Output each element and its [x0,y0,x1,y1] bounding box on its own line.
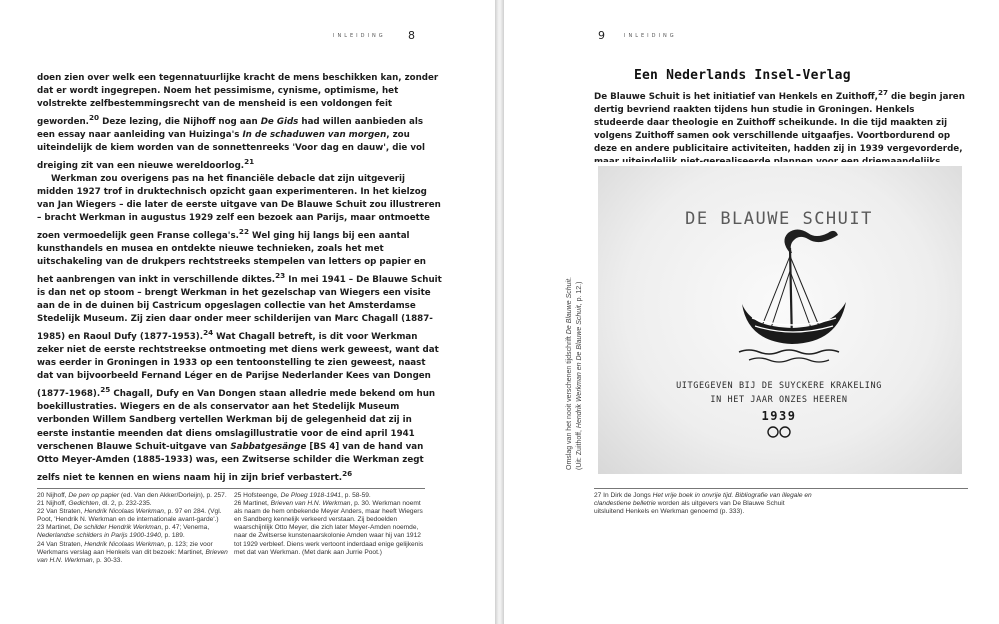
footnote-ref: 27 [877,88,889,97]
paragraph: Werkman zou overigens pas na het financiële debacle dat zijn uitgeverij midden 1927 trof in druktechnisch opzicht gaan experimenteren. In het kielzog van Jan Wiegers – die later de eerste uitgave van De Blauwe Schuit zou illustreren – bracht Werkman in augustus 1929 zelf een bezoek aan Parijs, maar ontmoette zoen vermoedelijk geen Franse collega's.$^{22}$ Wel ging hij langs bij een aantal kunsthandels en musea en ontdekte nieuwe technieken, zoals het met uitschakeling van de drukpers rechtstreeks stempelen van letters op papier en het aanbrengen van inkt in verschillende diktes.$^{23}$ In mei 1941 – De Blauwe Schuit is dan net op stoom – brengt Werkman in het gezelschap van Wiegers een visite aan de in de duinen bij Castricum opgeslagen collectie van het Amsterdamse Stedelijk Museum. Zij zien daar onder meer schilderijen van Marc Chagall (1887-1985) en Raoul Dufy (1877-1953).$^{24}$ Wat Chagall betreft, is dit voor Werkman zeker niet de eerste rechtstreekse ontmoeting met diens werk geweest, want dat was eerder in Groningen in 1933 op een tentoonstelling te zien geweest, naast dat van bijvoorbeeld Fernand Léger en de Parijse Nederlander Kees van Dongen (1877-1968).$^{25}$ Chagall, Dufy en Van Dongen staan alledrie mede bekend om hun boekillustraties. Wiegers en de als conservator aan het Stedelijk Museum verbonden Willem Sandberg vertellen Werkman bij de gelegenheid dat zij in eerste instantie meenden dat diens omslagillustratie voor de eind april 1941 verschenen Blauwe Schuit-uitgave van Sabbatgesänge [BS 4] van de hand van Otto Meyer-Amden (1885-1933) was, een Zwitserse schilder die Werkman zegt zelfs niet te kennen en wiens naam hij in zijn brief verbastert.$^{26}$ [37,174,442,483]
footnote-ref: 25 [100,385,111,395]
footnote-ref: 24 [203,328,214,338]
footnote-ref: 23 [275,271,286,281]
footnote-ref: 22 [238,227,250,237]
footnote: 20 Nijhoff, De pen op papier (ed. Van den Akker/Dorleijn), p. 257. [37,492,227,499]
footnote-divider [594,488,968,489]
cover-title: DE BLAUWE SCHUIT [685,209,873,229]
cover-photo [594,162,968,480]
footnotes-column-2 [234,492,424,557]
paragraph: doen zien over welk een tegennatuurlijke kracht de mens beschikken kan, zonder dat er wordt ingegrepen. Noem het pessimisme, cynisme, optimisme, het volstrekte zelfbestemmingsrecht van de mensheid is een voldongen feit geworden.$^{20}$ Deze lezing, die Nijhoff nog aan De Gids had willen aanbieden als een essay naar aanleiding van Huizinga's In de schaduwen van morgen, zou uiteindelijk de kiem worden van de sonnettenreeks 'Voor dag en dauw', die vol dreiging zit van een nieuwe wereldoorlog.$^{21}$ [37,73,439,172]
footnote-ref: 21 [244,157,255,167]
book-gutter [495,0,504,624]
body-text [37,72,442,485]
boat-hull-icon [742,302,846,344]
footnote-ref: 20 [89,113,100,123]
cover-illustration [614,176,944,466]
left-page [0,0,495,624]
cover-year: 1939 [761,409,797,423]
right-page [504,0,999,624]
wave-icon [749,358,829,362]
footnote: 22 Van Straten, Hendrik Nicolaas Werkman, p. 97 en 284. (Vgl. Poot, 'Hendrik N. Werkman en de internationale avant-garde'.) [37,508,222,524]
footnote: 25 Hofsteenge, De Ploeg 1918-1941, p. 58-59. [234,492,371,499]
footnote: 21 Nijhoff, Gedichten, dl. 2, p. 232-235. [37,500,152,508]
section-title: Een Nederlands Insel-Verlag [634,68,851,83]
cover-publisher-line: UITGEGEVEN BIJ DE SUYCKERE KRAKELING [676,381,882,391]
paragraph: De Blauwe Schuit is het initiatief van Henkels en Zuithoff,$^{27}$ die begin jaren dertig bevriend raakten tijdens hun studie in Groningen. Henkels studeerde daar theologie en Zuithoff scheikunde. In die tijd maakten zij volgens Zuithoff samen ook verschillende uitgaafjes. Voortbordurend op deze en andere publicitaire activiteiten, hadden zij in 1939 vergevorderde, [594,88,965,155]
body-text [594,86,966,169]
figure-caption: Omslag van het nooit verschenen tijdschrift De Blauwe Schuit. (Uit: Zuithoff, Hendrik Werkman en De Blauwe Schuit, p. 12.) [566,276,583,470]
footnote: 23 Martinet, De schilder Hendrik Werkman, p. 47; Venema, Nederlandse schilders in Parijs 1900-1940, p. 189. [37,524,210,540]
page-number: 8 [408,29,415,42]
footnote: 26 Martinet, Brieven van H.N. Werkman, p. 30. Werkman noemt als naam de hem onbekende Meyer Anders, maar heeft Wiegers en Sandberg kennelijk verkeerd verstaan. Zij bedoelden waarschijnlijk Otto Meyer, die zich later Meyer-Amden noemde, naar de Zwitserse kunstenaarskolonie Amden waar hij van 1912 tot 1929 verbleef. Diens werk vertoont inderdaad enige gelijkenis met dat van Werkman. (Met dank aan Jurrie Poot.) [234,500,424,556]
footnote-ref: 26 [342,468,353,478]
footnote: 24 Van Straten, Hendrik Nicolaas Werkman, p. 123; zie voor Werkmans verslag aan Henkels van dit bezoek: Martinet, Brieven van H.N. Werkman, p. 30-33. [37,540,228,564]
wave-icon [739,350,839,354]
footnote-divider [37,488,425,489]
running-head: INLEIDING [333,33,386,39]
footnote: 27 In Dirk de Jongs Het vrije boek in onvrije tijd. Bibliografie van illegale en clandestiene belletrie worden als uitgevers van De Blauwe Schuit uitsluitend Henkels en Werkman genoemd (p. 333). [594,492,812,516]
cover-year-line: IN HET JAAR ONZES HEEREN [710,395,848,405]
footnotes-column-1 [37,492,229,565]
krakeling-icon [768,427,790,437]
flag-icon [784,230,838,254]
footnotes-column [594,492,816,516]
page-number: 9 [598,29,605,42]
running-head: INLEIDING [624,33,677,39]
